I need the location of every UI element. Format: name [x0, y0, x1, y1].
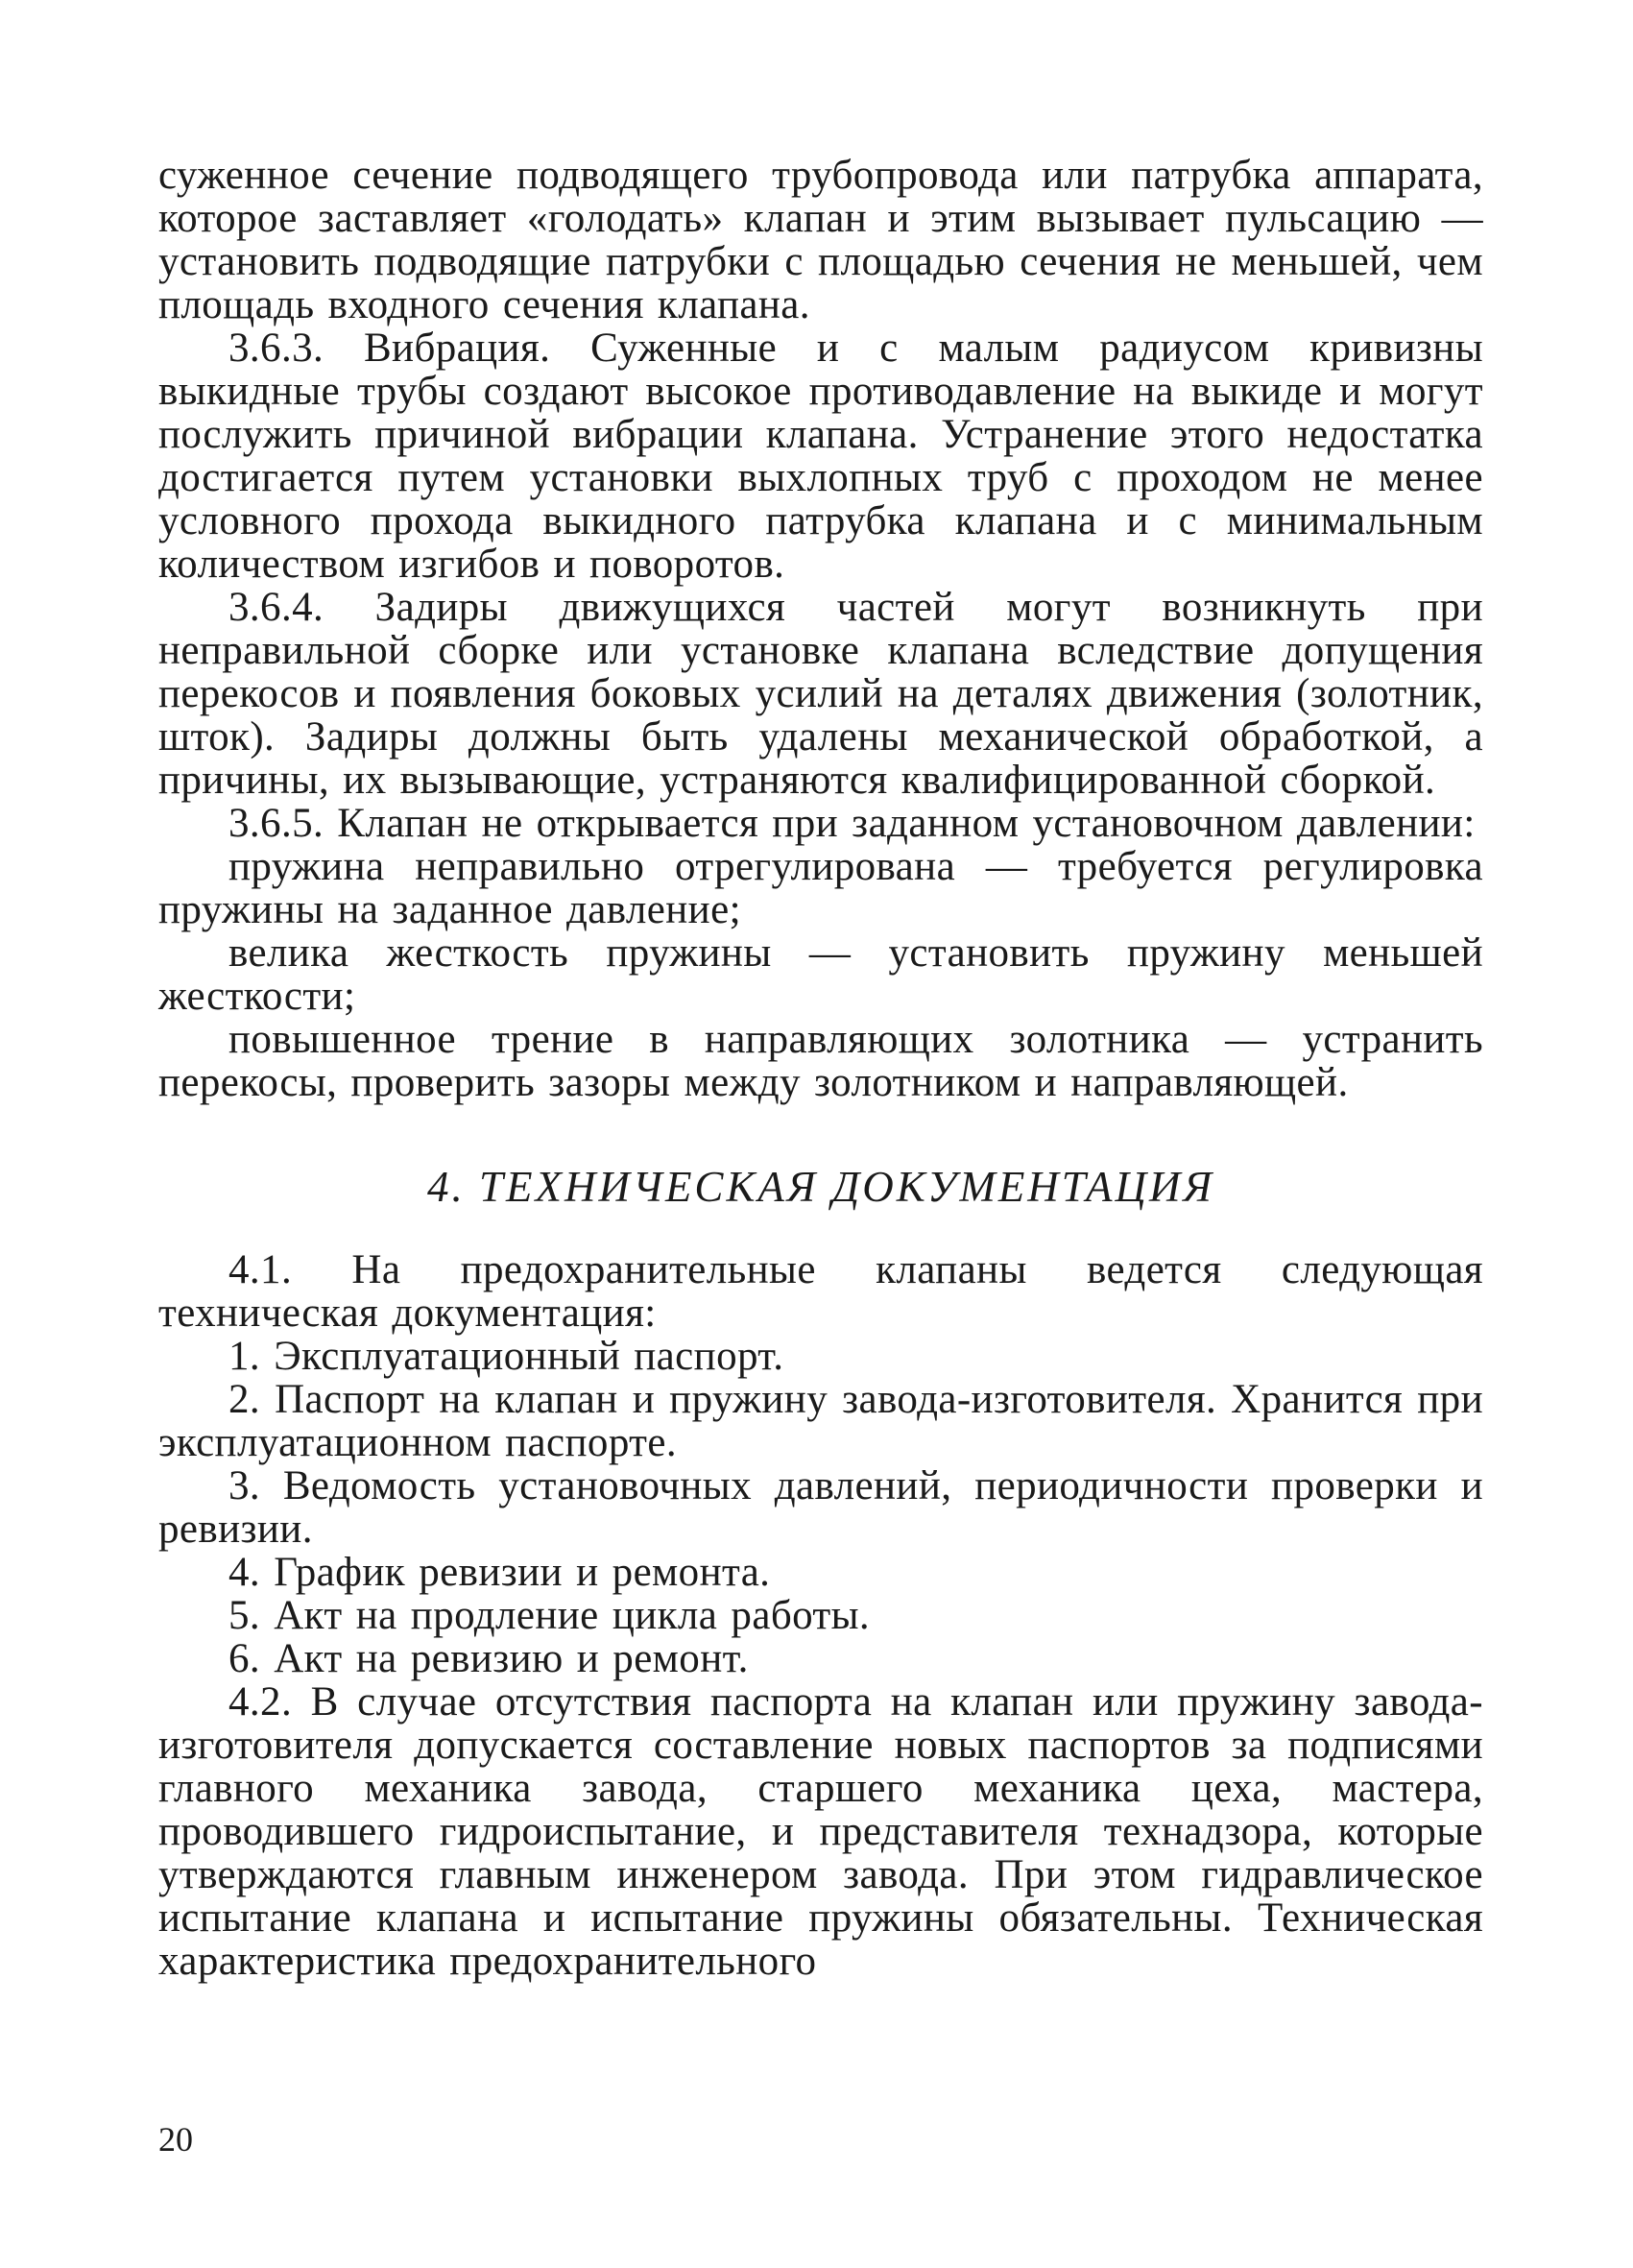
paragraph-continuation: суженное сечение подводящего трубопровода или патрубка аппарата, которое заставляет «голодать» клапан и этим вызывает пульсацию — установить подводящие патрубки с площадью сечения не меньшей, чем площадь входного сечения клапана.	[158, 153, 1483, 327]
paragraph-4-2: 4.2. В случае отсутствия паспорта на клапан или пружину завода-изготовителя допускается составление новых паспортов за подписями главного механика завода, старшего механика цеха, мастера, проводившего гидроиспытание, и представителя технадзора, которые утверждаются главным инженером завода. При этом гидравлическое испытание клапана и испытание пружины обязательны. Техническая характеристика предохранительного	[158, 1679, 1483, 1984]
list-item-doc-6: 6. Акт на ревизию и ремонт.	[228, 1636, 749, 1681]
list-item-spring-adjustment: пружина неправильно отрегулирована — требуется регулировка пружины на заданное давление;	[158, 844, 1483, 932]
list-item-doc-4: 4. График ревизии и ремонта.	[228, 1550, 771, 1595]
list-item-doc-1: 1. Эксплуатационный паспорт.	[228, 1334, 784, 1379]
page-number: 20	[158, 2120, 193, 2159]
list-item-doc-2: 2. Паспорт на клапан и пружину завода-изготовителя. Хранится при эксплуатационном паспорте.	[158, 1377, 1483, 1465]
section-heading: 4. ТЕХНИЧЕСКАЯ ДОКУМЕНТАЦИЯ	[426, 1163, 1215, 1211]
page-body	[158, 154, 1483, 1983]
list-item-doc-5: 5. Акт на продление цикла работы.	[228, 1593, 871, 1638]
list-item-friction: повышенное трение в направляющих золотника — устранить перекосы, проверить зазоры между золотником и направляющей.	[158, 1017, 1483, 1105]
paragraph-4-1: 4.1. На предохранительные клапаны ведется следующая техническая документация:	[158, 1247, 1483, 1336]
paragraph-3-6-4-scoring: 3.6.4. Задиры движущихся частей могут возникнуть при неправильной сборке или установке клапана вследствие допущения перекосов и появления боковых усилий на деталях движения (золотник, шток). Задиры должны быть удалены механической обработкой, а причины, их вызывающие, устраняются квалифицированной сборкой.	[158, 585, 1483, 803]
list-item-doc-3: 3. Ведомость установочных давлений, периодичности проверки и ревизии.	[158, 1463, 1483, 1552]
paragraph-3-6-5-valve-not-opening: 3.6.5. Клапан не открывается при заданном установочном давлении:	[228, 801, 1476, 846]
paragraph-3-6-3-vibration: 3.6.3. Вибрация. Суженные и с малым радиусом кривизны выкидные трубы создают высокое противодавление на выкиде и могут послужить причиной вибрации клапана. Устранение этого недостатка достигается путем установки выхлопных труб с проходом не менее условного прохода выкидного патрубка клапана и с минимальным количеством изгибов и поворотов.	[158, 326, 1483, 587]
list-item-spring-stiffness: велика жесткость пружины — установить пружину меньшей жесткости;	[158, 930, 1483, 1019]
